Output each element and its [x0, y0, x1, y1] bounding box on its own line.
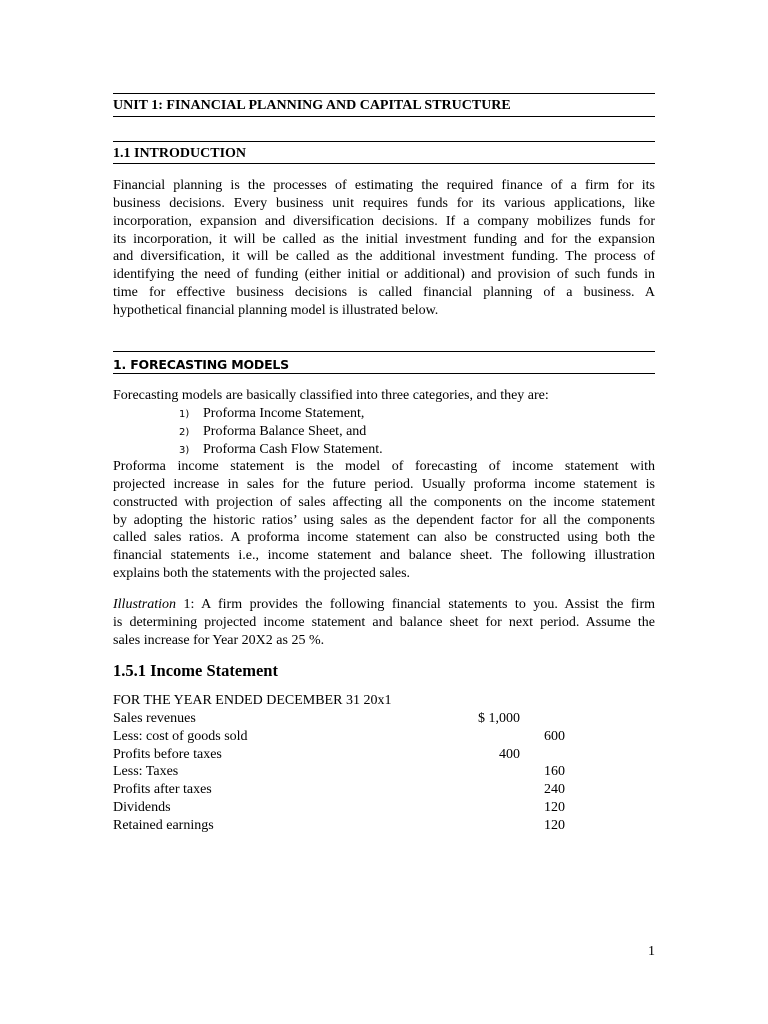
row-value-col2: 600 — [544, 728, 565, 744]
illustration-text: 1: A firm provides the following financial statements to you. Assist the firm — [176, 597, 655, 612]
row-label: Retained earnings — [113, 817, 214, 833]
list-item — [113, 441, 655, 459]
list-text: Proforma Cash Flow Statement. — [203, 441, 383, 457]
list-item — [113, 405, 655, 423]
income-statement-heading: 1.5.1 Income Statement — [113, 661, 278, 680]
list-text: Proforma Income Statement, — [203, 405, 365, 421]
paragraph-line: incorporation, expansion and diversification decisions. If a company mobilizes funds for — [113, 213, 655, 229]
title-bottom-rule — [113, 116, 655, 117]
list-item — [113, 423, 655, 441]
paragraph-line: by adopting the historic ratios’ using sales as the dependent factor for all the components — [113, 512, 655, 528]
unit-title: UNIT 1: FINANCIAL PLANNING AND CAPITAL STRUCTURE — [113, 98, 511, 113]
list-text: Proforma Balance Sheet, and — [203, 423, 367, 439]
row-value-col2: 160 — [544, 764, 565, 780]
table-row — [113, 799, 655, 817]
row-value-col2: 120 — [544, 800, 565, 816]
table-row — [113, 728, 655, 746]
proforma-paragraph — [113, 458, 655, 583]
intro-top-rule — [113, 141, 655, 142]
row-label: Sales revenues — [113, 710, 196, 726]
paragraph-line: its incorporation, it will be called as the initial investment funding and for the expansion — [113, 231, 655, 247]
title-top-rule — [113, 93, 655, 94]
paragraph-line: Financial planning is the processes of estimating the required finance of a firm for its — [113, 178, 655, 193]
row-value-col1: 400 — [499, 746, 520, 762]
forecast-heading: 1. FORECASTING MODELS — [113, 357, 289, 372]
forecast-section — [113, 387, 655, 458]
list-number: 1) — [179, 408, 190, 420]
intro-paragraph — [113, 177, 655, 320]
paragraph-line: projected increase in sales for the future period. Usually proforma income statement is — [113, 476, 655, 492]
paragraph-line: is determining projected income statement and balance sheet for next period. Assume the — [113, 614, 655, 630]
paragraph-line: constructed with projection of sales affecting all the components on the income statement — [113, 494, 655, 510]
paragraph-line: identifying the need of funding (either initial or additional) and provision of such funds in — [113, 267, 655, 283]
row-value-col1: $ 1,000 — [478, 710, 520, 726]
paragraph-line: sales increase for Year 20X2 as 25 %. — [113, 632, 325, 648]
page-number: 1 — [648, 944, 655, 959]
row-label: Profits before taxes — [113, 746, 222, 762]
list-number: 3) — [179, 444, 190, 456]
forecast-intro-line — [113, 387, 655, 405]
forecast-top-rule — [113, 351, 655, 352]
row-value-col2: 120 — [544, 817, 565, 833]
illustration-label: Illustration — [113, 597, 177, 612]
paragraph-line: explains both the statements with the projected sales. — [113, 566, 411, 582]
table-row — [113, 781, 655, 799]
table-row — [113, 746, 655, 764]
row-label: Dividends — [113, 800, 171, 816]
paragraph-line: hypothetical financial planning model is illustrated below. — [113, 302, 439, 318]
paragraph-line: Proforma income statement is the model of forecasting of income statement with — [113, 459, 655, 474]
row-label: Profits after taxes — [113, 782, 212, 798]
row-value-col2: 240 — [544, 782, 565, 798]
paragraph-line: time for effective business decisions is called financial planning of a business. A — [113, 285, 655, 301]
table-row — [113, 763, 655, 781]
income-statement-table — [113, 692, 655, 835]
row-label: Less: cost of goods sold — [113, 728, 248, 744]
table-row — [113, 710, 655, 728]
intro-bottom-rule — [113, 163, 655, 164]
intro-heading: 1.1 INTRODUCTION — [113, 146, 247, 161]
paragraph-line: called sales ratios. A proforma income statement can also be constructed using both the — [113, 530, 655, 546]
forecast-bottom-rule — [113, 373, 655, 374]
paragraph-line — [113, 596, 655, 614]
paragraph-line: and diversification, it will be called as the additional investment funding. The process of — [113, 249, 655, 265]
illustration-paragraph — [113, 596, 655, 650]
list-number: 2) — [179, 426, 190, 438]
row-label: Less: Taxes — [113, 764, 179, 780]
document-page — [113, 0, 655, 1024]
table-caption-row — [113, 692, 655, 710]
table-caption: FOR THE YEAR ENDED DECEMBER 31 20x1 — [113, 693, 392, 708]
table-row — [113, 817, 655, 835]
forecast-intro: Forecasting models are basically classified into three categories, and they are: — [113, 388, 549, 403]
paragraph-line: business decisions. Every business unit requires funds for its various applications, like — [113, 195, 655, 211]
paragraph-line: financial statements i.e., income statement and balance sheet. The following illustration — [113, 548, 655, 564]
